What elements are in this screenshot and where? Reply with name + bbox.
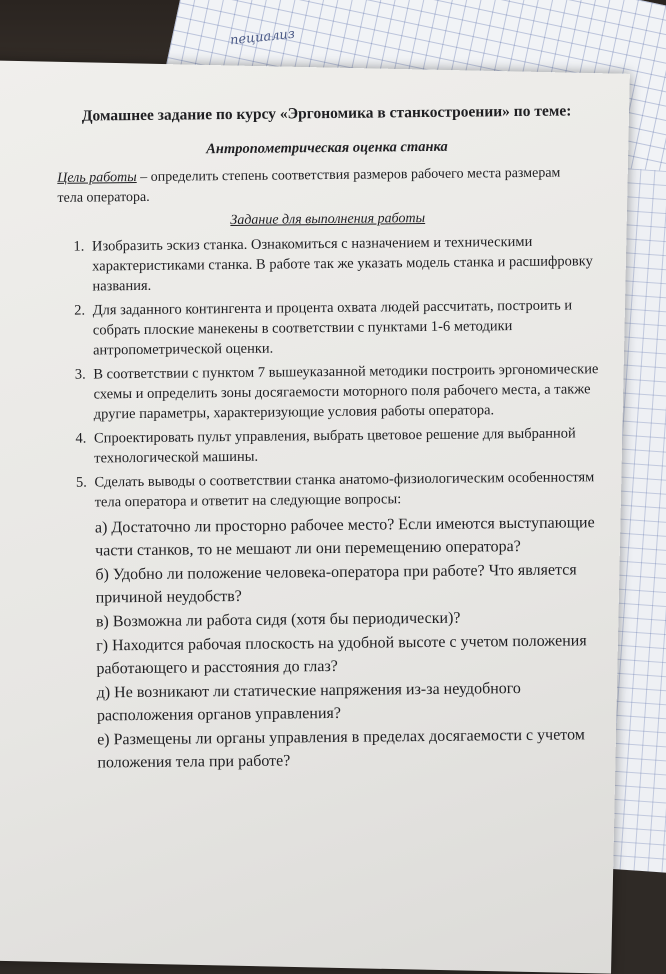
goal-paragraph [57,163,597,209]
handwritten-scribble: пециализ [229,26,296,49]
question-item: г) Находится рабочая плоскость на удобной высоте с учетом положения работающего и расстояния до глаз? [96,632,587,678]
question-item: д) Не возникают ли статические напряжения из-за неудобного расположения органов управления? [96,680,521,725]
task-item: 3. В соответствии с пунктом 7 вышеуказанной методики построить эргономические схемы и определить зоны досягаемости моторного поля рабочего места, а также другие параметры, характеризующие условия работы оператора. [89,359,600,424]
task-item: 2. Для заданного контингента и процента охвата людей рассчитать, построить и собрать плоские манекены в соответствии с пунктами 1-6 методики антропометрической оценки. [89,295,600,360]
task-heading: Задание для выполнения работы [230,210,426,229]
task-item: 5. Сделать выводы о соответствии станка анатомо-физиологическим особенностям тела оператора и ответит на следующие вопросы: [90,467,600,512]
task-list [58,231,601,513]
document-body [57,99,604,776]
question-item: б) Удобно ли положение человека-оператора при работе? Что является причиной неудобств? [95,561,577,607]
goal-label: Цель работы [57,170,137,186]
goal-text: – определить степень соответствия размеров рабочего места размерам тела оператора. [57,165,561,206]
question-item: е) Размещены ли органы управления в пределах досягаемости с учетом положения тела при работе? [97,726,585,772]
document-title: Домашнее задание по курсу «Эргономика в станкостроении» по теме: [81,102,572,125]
question-item: в) Возможна ли работа сидя (хотя бы периодически)? [95,609,461,631]
document-subtitle: Антропометрическая оценка станка [206,138,448,158]
task-item: 4. Спроектировать пульт управления, выбрать цветовое решение для выбранной технологической машины. [90,423,600,468]
question-list [95,511,604,774]
task-item: 1. Изобразить эскиз станка. Ознакомиться с назначением и техническими характеристиками станка. В работе так же указать модель станка и расшифровку названия. [88,231,599,296]
question-item: а) Достаточно ли просторно рабочее место? Если имеются выступающие части станков, то не мешают ли они перемещению оператора? [94,514,595,560]
